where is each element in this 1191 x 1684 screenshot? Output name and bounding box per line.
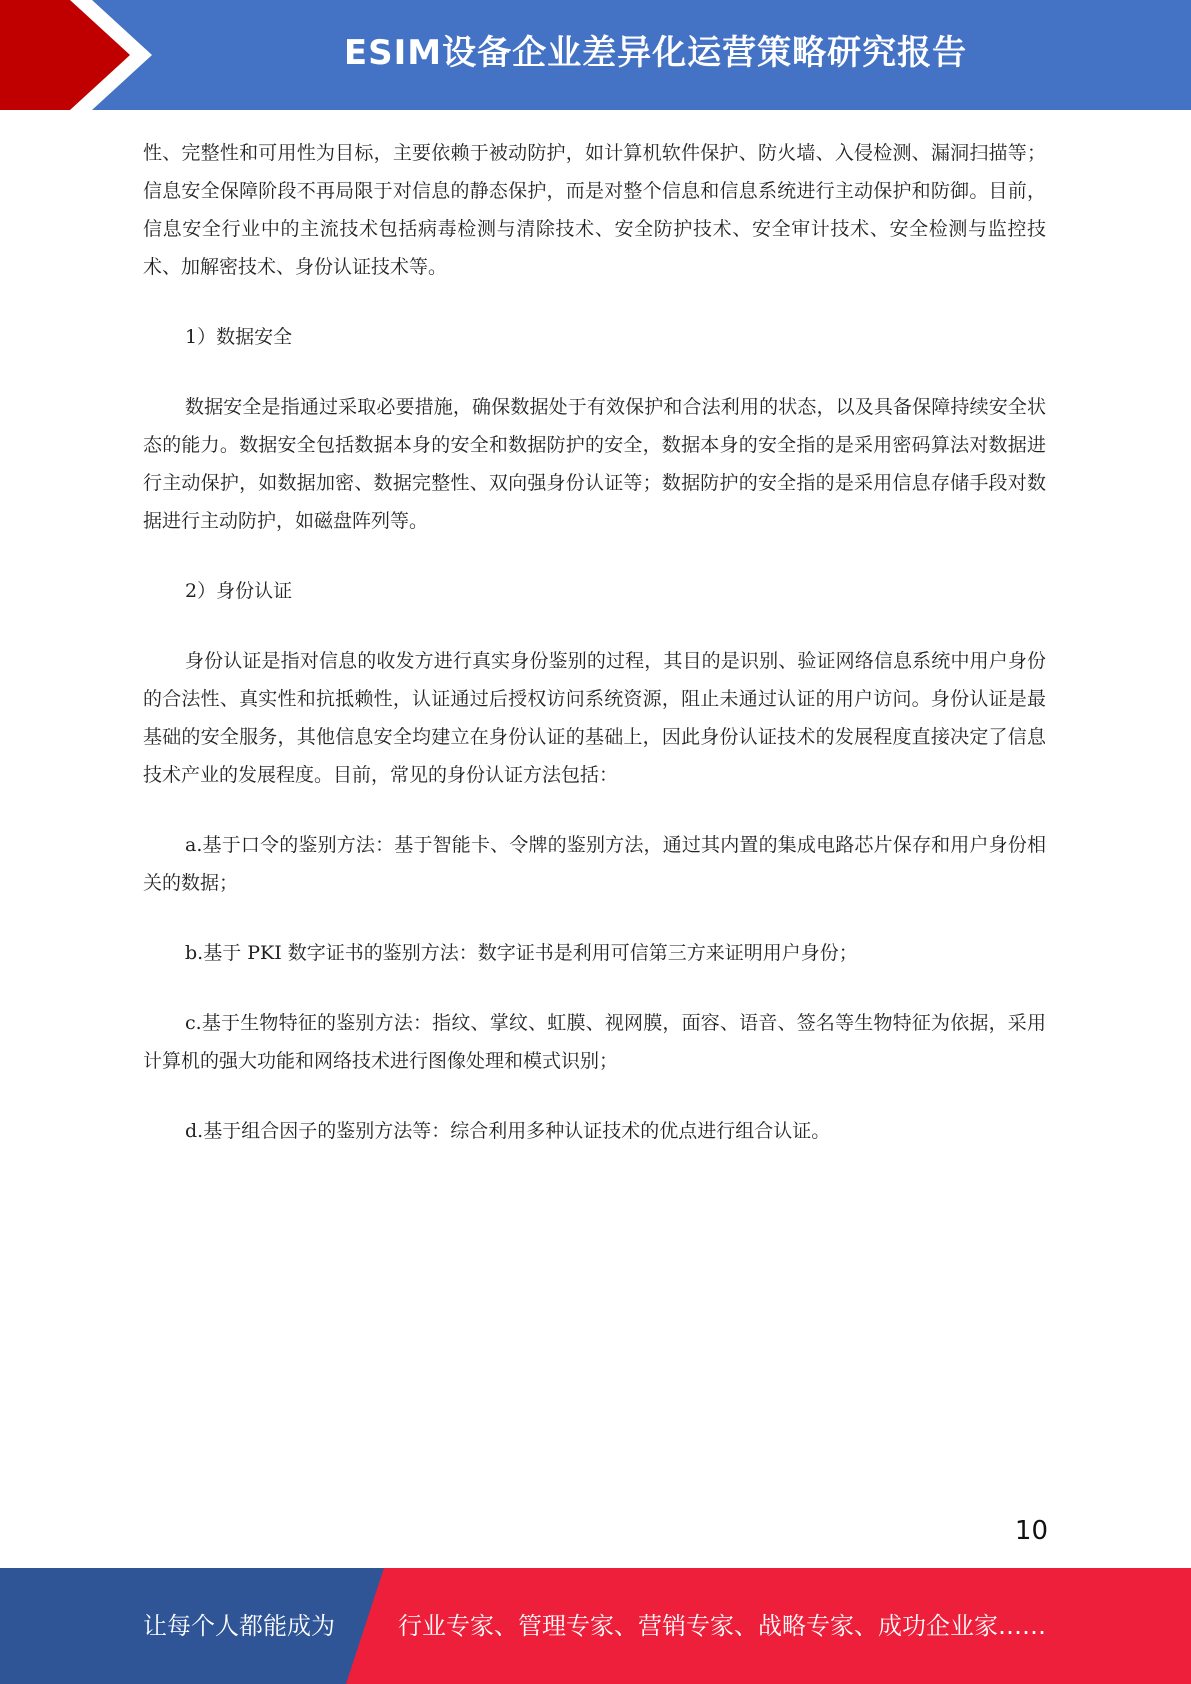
list-item-pki-auth: b.基于 PKI 数字证书的鉴别方法：数字证书是利用可信第三方来证明用户身份； (185, 942, 858, 964)
chevron-red-shape (0, 0, 140, 110)
document-body (143, 134, 1046, 1150)
page-number: 10 (1014, 1516, 1048, 1546)
footer-slogan-right: 行业专家、管理专家、营销专家、战略专家、成功企业家…… (398, 1612, 1046, 1640)
list-item-password-auth: a.基于口令的鉴别方法：基于智能卡、令牌的鉴别方法，通过其内置的集成电路芯片保存和用户身份相关的数据； (143, 834, 1046, 894)
chevron-arrow-icon (0, 0, 160, 110)
body-paragraph-intro: 性、完整性和可用性为目标，主要依赖于被动防护，如计算机软件保护、防火墙、入侵检测、漏洞扫描等；信息安全保障阶段不再局限于对信息的静态保护，而是对整个信息和信息系统进行主动保护和防御。目前，信息安全行业中的主流技术包括病毒检测与清除技术、安全防护技术、安全审计技术、安全检测与监控技术、加解密技术、身份认证技术等。 (143, 142, 1046, 278)
report-title: ESIM设备企业差异化运营策略研究报告 (343, 33, 968, 73)
page-header (0, 0, 1191, 110)
section-heading-identity-auth: 2）身份认证 (185, 580, 293, 602)
section-heading-data-security: 1）数据安全 (185, 326, 293, 348)
body-paragraph-identity-auth: 身份认证是指对信息的收发方进行真实身份鉴别的过程，其目的是识别、验证网络信息系统中用户身份的合法性、真实性和抗抵赖性，认证通过后授权访问系统资源，阻止未通过认证的用户访问。身份认证是最基础的安全服务，其他信息安全均建立在身份认证的基础上，因此身份认证技术的发展程度直接决定了信息技术产业的发展程度。目前，常见的身份认证方法包括： (143, 650, 1046, 786)
list-item-biometric-auth: c.基于生物特征的鉴别方法：指纹、掌纹、虹膜、视网膜，面容、语音、签名等生物特征为依据，采用计算机的强大功能和网络技术进行图像处理和模式识别； (143, 1012, 1046, 1072)
body-paragraph-data-security: 数据安全是指通过采取必要措施，确保数据处于有效保护和合法利用的状态，以及具备保障持续安全状态的能力。数据安全包括数据本身的安全和数据防护的安全，数据本身的安全指的是采用密码算法对数据进行主动保护，如数据加密、数据完整性、双向强身份认证等；数据防护的安全指的是采用信息存储手段对数据进行主动防护，如磁盘阵列等。 (143, 396, 1046, 532)
page-footer (0, 1568, 1191, 1684)
list-item-multifactor-auth: d.基于组合因子的鉴别方法等：综合利用多种认证技术的优点进行组合认证。 (185, 1120, 831, 1142)
footer-slogan-left: 让每个人都能成为 (143, 1612, 335, 1640)
